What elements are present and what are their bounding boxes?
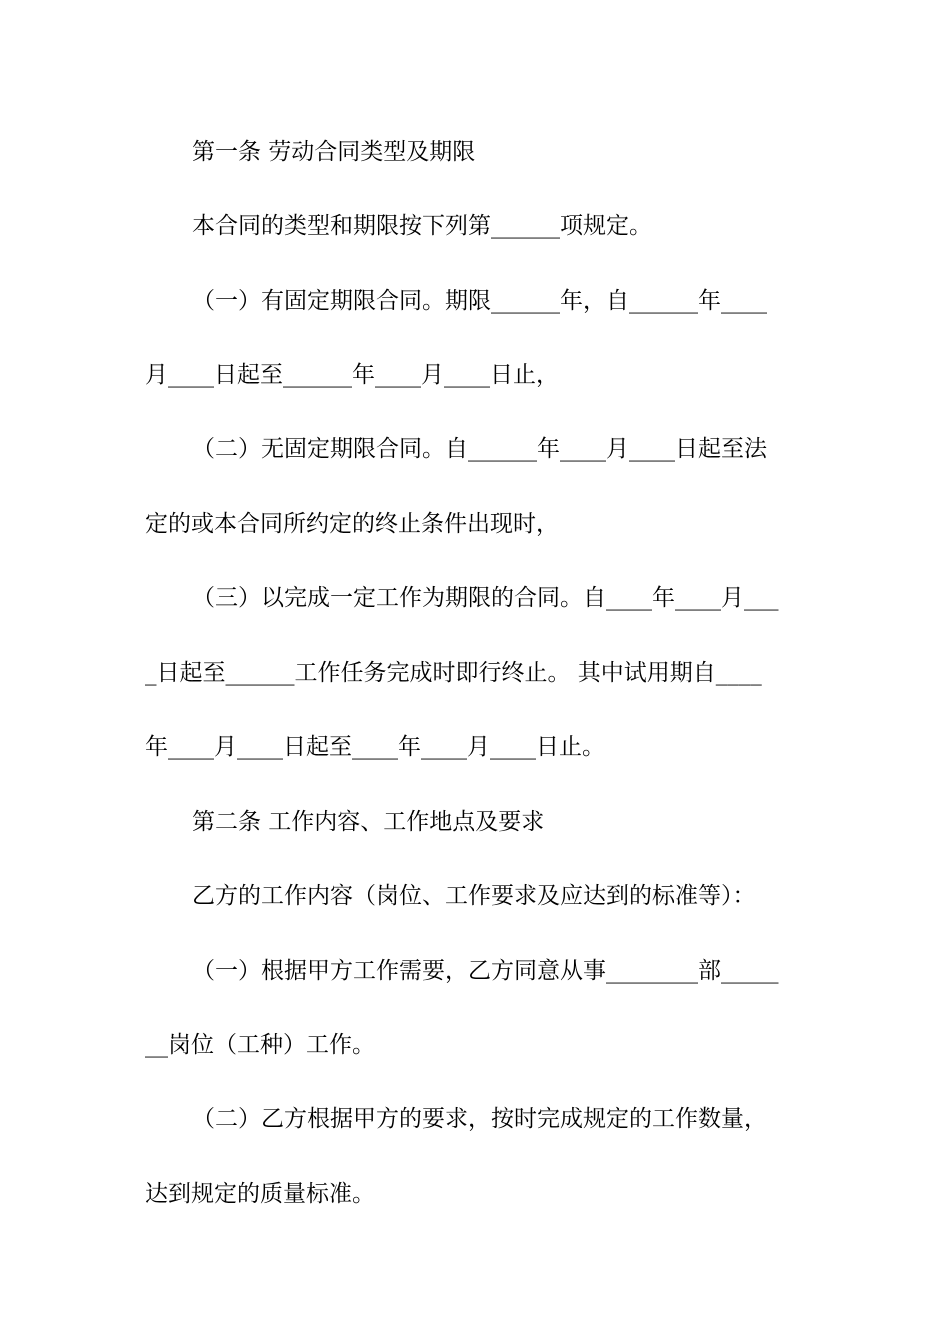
paragraph-task-term-1: （三）以完成一定工作为期限的合同。自____年____月___ <box>192 585 779 611</box>
paragraph-quantity-2: 达到规定的质量标准。 <box>145 1181 375 1207</box>
paragraph-open-term-2: 定的或本合同所约定的终止条件出现时， <box>145 511 559 537</box>
paragraph-contract-type: 本合同的类型和期限按下列第______项规定。 <box>192 213 652 239</box>
paragraph-task-term-2: _日起至______工作任务完成时即行终止。 其中试用期自____ <box>145 660 762 686</box>
paragraph-position-1: （一）根据甲方工作需要，乙方同意从事________部_____ <box>192 958 779 984</box>
article-2-heading: 第二条 工作内容、工作地点及要求 <box>192 809 545 835</box>
paragraph-open-term-1: （二）无固定期限合同。自______年____月____日起至法 <box>192 436 767 462</box>
paragraph-work-content: 乙方的工作内容（岗位、工作要求及应达到的标准等）： <box>192 883 756 909</box>
paragraph-position-2: __岗位（工种）工作。 <box>145 1032 375 1058</box>
paragraph-fixed-term-1: （一）有固定期限合同。期限______年，自______年____ <box>192 288 767 314</box>
paragraph-task-term-3: 年____月____日起至____年____月____日止。 <box>145 734 605 760</box>
paragraph-quantity-1: （二）乙方根据甲方的要求，按时完成规定的工作数量， <box>192 1106 767 1132</box>
paragraph-fixed-term-2: 月____日起至______年____月____日止， <box>145 362 559 388</box>
article-1-heading: 第一条 劳动合同类型及期限 <box>192 139 476 165</box>
